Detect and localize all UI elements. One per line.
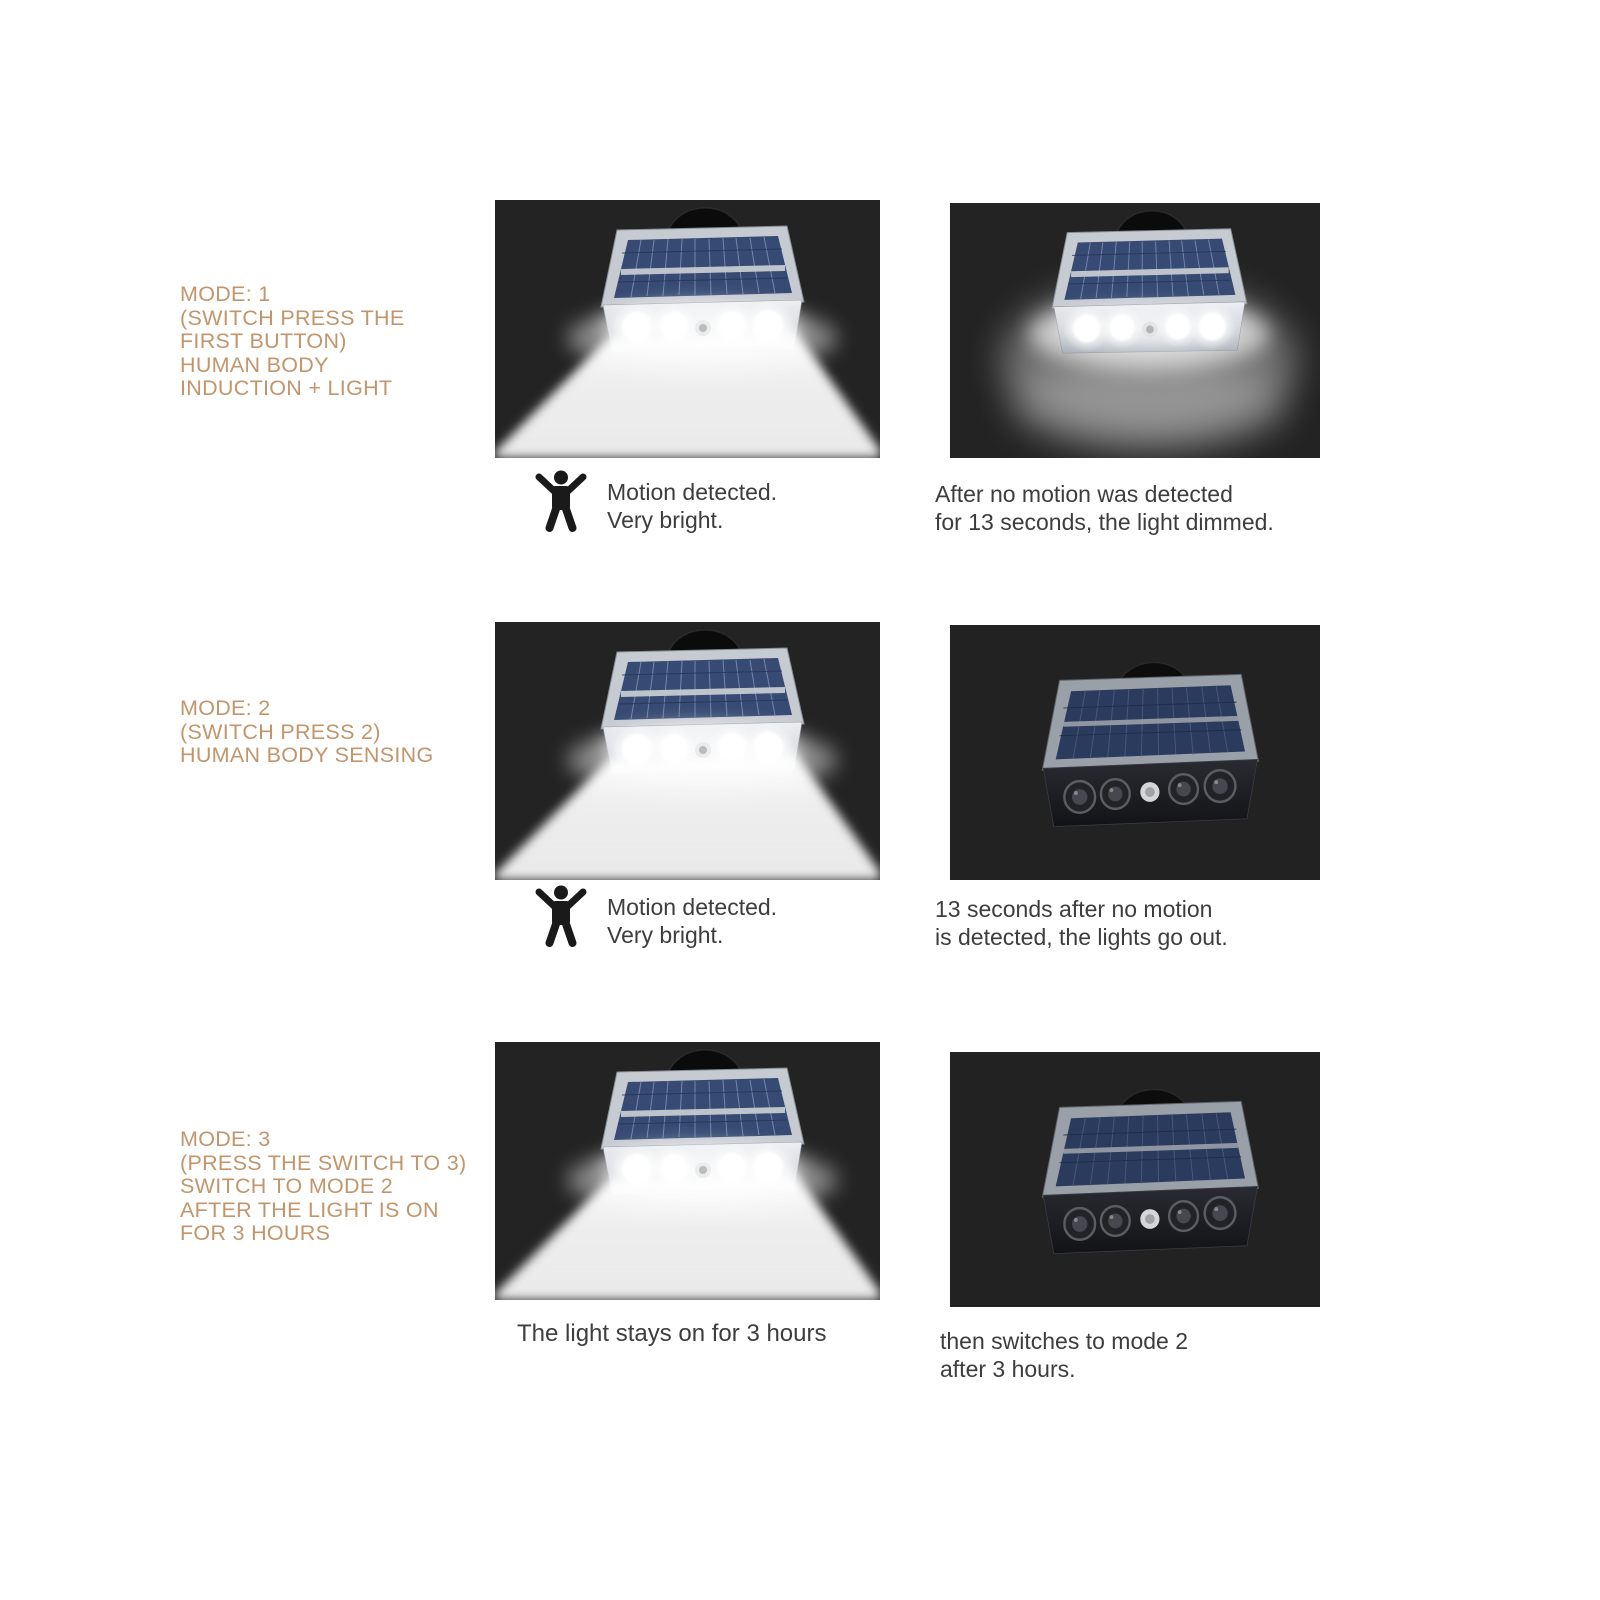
caption-line: for 13 seconds, the light dimmed. bbox=[935, 508, 1274, 535]
mode-label-line: MODE: 2 bbox=[180, 696, 271, 720]
mode-label-line: (PRESS THE SWITCH TO 3) bbox=[180, 1150, 467, 1175]
caption-mode2-left bbox=[607, 894, 777, 949]
mode-label-line: (SWITCH PRESS 2) bbox=[180, 719, 381, 744]
caption-line: Very bright. bbox=[607, 506, 724, 533]
mode-label-line: FIRST BUTTON) bbox=[180, 329, 347, 353]
caption-line: After no motion was detected bbox=[935, 481, 1233, 507]
caption-line: The light stays on for 3 hours bbox=[517, 1320, 827, 1347]
caption-mode1-left bbox=[607, 479, 777, 534]
caption-mode2-right bbox=[935, 896, 1228, 951]
photo-mode1-bright-beam bbox=[495, 200, 880, 458]
caption-line: 13 seconds after no motion bbox=[935, 896, 1213, 922]
caption-line: after 3 hours. bbox=[940, 1355, 1076, 1382]
photo-mode3-bright-beam bbox=[495, 1042, 880, 1300]
caption-mode1-right bbox=[935, 481, 1274, 536]
person-motion-icon bbox=[534, 885, 588, 947]
mode-label-line: HUMAN BODY SENSING bbox=[180, 743, 434, 767]
mode-label-line: HUMAN BODY bbox=[180, 352, 329, 377]
mode-3-label bbox=[180, 1128, 466, 1246]
mode-label-line: MODE: 1 bbox=[180, 282, 271, 306]
caption-line: then switches to mode 2 bbox=[940, 1328, 1189, 1354]
mode-1-label bbox=[180, 283, 405, 401]
photo-mode2-lights-off bbox=[950, 625, 1320, 880]
mode-label-line: INDUCTION + LIGHT bbox=[180, 376, 393, 400]
mode-label-line: SWITCH TO MODE 2 bbox=[180, 1174, 394, 1198]
caption-line: is detected, the lights go out. bbox=[935, 923, 1228, 950]
photo-mode3-lights-off bbox=[950, 1052, 1320, 1307]
caption-mode3-left bbox=[517, 1320, 827, 1348]
caption-mode3-right bbox=[940, 1328, 1188, 1383]
person-motion-icon bbox=[534, 470, 588, 532]
mode-2-label bbox=[180, 697, 434, 768]
mode-label-line: AFTER THE LIGHT IS ON bbox=[180, 1197, 439, 1222]
mode-label-line: FOR 3 HOURS bbox=[180, 1221, 331, 1245]
mode-label-line: (SWITCH PRESS THE bbox=[180, 305, 405, 330]
caption-line: Motion detected. bbox=[607, 479, 778, 505]
photo-mode2-bright-beam bbox=[495, 622, 880, 880]
caption-line: Motion detected. bbox=[607, 894, 778, 920]
caption-line: Very bright. bbox=[607, 921, 724, 948]
photo-mode1-dimmed bbox=[950, 203, 1320, 458]
mode-label-line: MODE: 3 bbox=[180, 1127, 271, 1151]
